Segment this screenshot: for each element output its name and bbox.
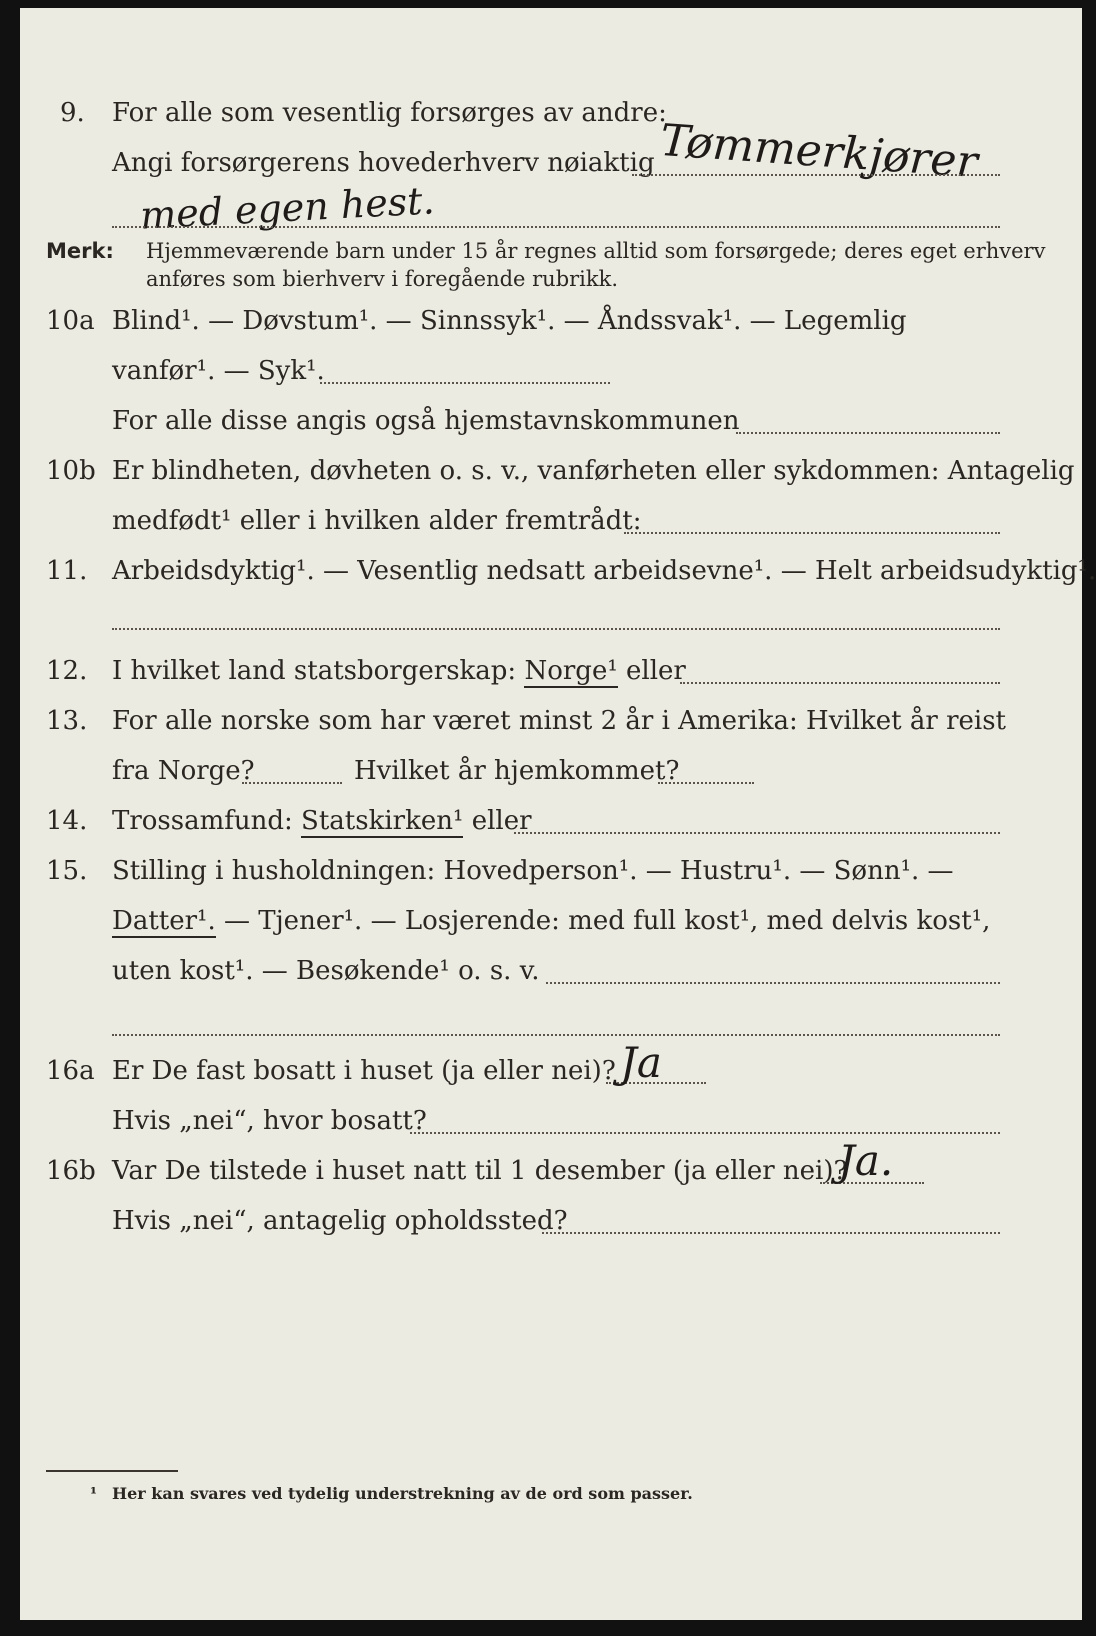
q16a-line1: Er De fast bosatt i huset (ja eller nei)? — [112, 1056, 616, 1086]
q10a-line3: For alle disse angis også hjemstavnskommunen — [112, 406, 740, 436]
footnote-rule — [46, 1470, 178, 1472]
q9-answer-line2 — [112, 226, 1000, 228]
q9-number: 9. — [60, 98, 85, 128]
q16b-answer: Ja. — [838, 1136, 894, 1185]
q10a-line1: Blind¹. — Døvstum¹. — Sinnssyk¹. — Åndssvak¹. — Legemlig — [112, 306, 907, 336]
merk-line2: anføres som bierhverv i foregående rubrikk. — [146, 267, 619, 291]
q14-statskirken-underlined: Statskirken¹ — [301, 806, 464, 836]
q16a-bosatt-line — [410, 1132, 1000, 1134]
q12-line — [112, 656, 686, 686]
q9-line1: For alle som vesentlig forsørges av andre: — [112, 98, 667, 128]
q13-hjemkommet-line — [658, 782, 754, 784]
q14-text: Trossamfund: — [112, 806, 293, 836]
q11-number: 11. — [46, 556, 88, 586]
q14-eller: eller — [471, 806, 532, 836]
q15-answer-line — [546, 982, 1000, 984]
q10a-line2: vanfør¹. — Syk¹. — [112, 356, 325, 386]
merk-line1: Hjemmeværende barn under 15 år regnes alltid som forsørgede; deres eget erhverv — [146, 239, 1046, 263]
q12-answer-line — [680, 682, 1000, 684]
census-form-page — [20, 8, 1096, 1620]
q16a-number: 16a — [46, 1056, 95, 1086]
q9-answer-line — [632, 174, 1000, 176]
q10a-answer-line — [320, 382, 610, 384]
q15-line2 — [112, 906, 990, 936]
q16b-opholdssted-line — [542, 1232, 1000, 1234]
q14-number: 14. — [46, 806, 88, 836]
q14-answer-line — [514, 832, 1000, 834]
q13-part-a: fra Norge? — [112, 756, 255, 786]
footnote-text: Her kan svares ved tydelig understrekning av de ord som passer. — [112, 1484, 693, 1503]
q15-line3: uten kost¹. — Besøkende¹ o. s. v. — [112, 956, 540, 986]
q15-answer-line2 — [112, 1034, 1000, 1036]
q9-answer-occupation: Tømmerkjører — [658, 114, 980, 189]
q16b-number: 16b — [46, 1156, 96, 1186]
q13-part-b: Hvilket år hjemkommet? — [354, 756, 680, 786]
q10b-number: 10b — [46, 456, 96, 486]
q13-number: 13. — [46, 706, 88, 736]
q14-line — [112, 806, 532, 836]
q13-line1: For alle norske som har været minst 2 år i Amerika: Hvilket år reist — [112, 706, 1006, 736]
q16b-line1: Var De tilstede i huset natt til 1 desember (ja eller nei)? — [112, 1156, 848, 1186]
q11-line1: Arbeidsdyktig¹. — Vesentlig nedsatt arbeidsevne¹. — Helt arbeidsudyktig¹. — [112, 556, 1096, 586]
q12-eller: eller — [626, 656, 686, 686]
q16a-line2: Hvis „nei“, hvor bosatt? — [112, 1106, 427, 1136]
q15-line1: Stilling i husholdningen: Hovedperson¹. — Hustru¹. — Sønn¹. — — [112, 856, 954, 886]
q12-number: 12. — [46, 656, 88, 686]
merk-label: Merk: — [46, 239, 114, 263]
q15-line2-rest: — Tjener¹. — Losjerende: med full kost¹, med delvis kost¹, — [224, 906, 991, 936]
q13-reist-line — [242, 782, 342, 784]
q12-norge-underlined: Norge¹ — [524, 656, 618, 686]
q9-answer-detail: med egen hest. — [139, 178, 436, 238]
q10b-answer-line — [624, 532, 1000, 534]
footnote-mark: ¹ — [90, 1484, 98, 1503]
q12-text: I hvilket land statsborgerskap: — [112, 656, 517, 686]
q15-number: 15. — [46, 856, 88, 886]
q10a-kommune-line — [736, 432, 1000, 434]
q11-answer-line — [112, 628, 1000, 630]
q15-datter-underlined: Datter¹. — [112, 906, 216, 936]
q16a-answer: Ja — [620, 1038, 662, 1087]
q10a-number: 10a — [46, 306, 95, 336]
q9-line2: Angi forsørgerens hovederhverv nøiaktig — [112, 148, 655, 178]
q10b-line2: medfødt¹ eller i hvilken alder fremtrådt: — [112, 506, 642, 536]
q10b-line1: Er blindheten, døvheten o. s. v., vanførheten eller sykdommen: Antagelig — [112, 456, 1075, 486]
q16b-line2: Hvis „nei“, antagelig opholdssted? — [112, 1206, 568, 1236]
